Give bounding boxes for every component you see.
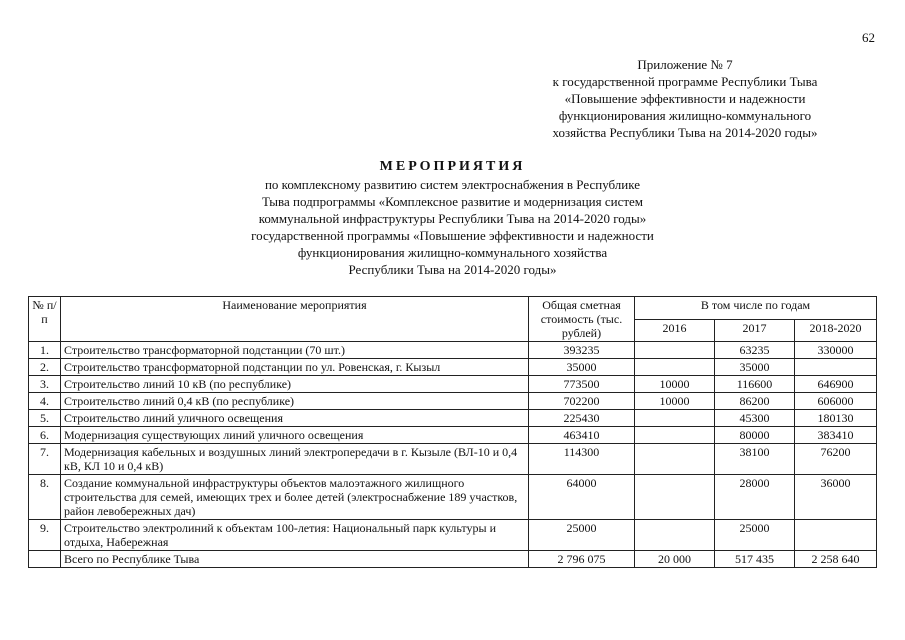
cell-2018-2020: 606000 <box>795 393 877 410</box>
table-row <box>29 520 877 551</box>
cell-cost: 25000 <box>529 520 635 551</box>
cell-2017: 35000 <box>715 359 795 376</box>
cell-name: Строительство линий 10 кВ (по республике) <box>61 376 529 393</box>
cell-2018-2020: 383410 <box>795 427 877 444</box>
cell-2017: 86200 <box>715 393 795 410</box>
appendix-line: к государственной программе Республики Тыва <box>552 74 818 89</box>
cell-2018-2020 <box>795 520 877 551</box>
table-row <box>29 410 877 427</box>
table-row <box>29 359 877 376</box>
cell-2018-2020: 180130 <box>795 410 877 427</box>
table-row <box>29 427 877 444</box>
cell-name: Строительство линий 0,4 кВ (по республике) <box>61 393 529 410</box>
cell-2018-2020: 330000 <box>795 342 877 359</box>
cell-cost: 463410 <box>529 427 635 444</box>
cell-2016 <box>635 359 715 376</box>
cell-num: 4. <box>29 393 61 410</box>
cell-2016 <box>635 444 715 475</box>
cell-num: 3. <box>29 376 61 393</box>
appendix-line: функционирования жилищно-коммунального <box>558 108 812 123</box>
table-row <box>29 444 877 475</box>
cell-num: 9. <box>29 520 61 551</box>
cell-cost: 114300 <box>529 444 635 475</box>
cell-cost: 393235 <box>529 342 635 359</box>
document-subtitle-line: коммунальной инфраструктуры Республики Тыва на 2014-2020 годы» <box>258 211 647 226</box>
document-heading <box>0 158 905 278</box>
appendix-line: хозяйства Республики Тыва на 2014-2020 годы» <box>552 125 818 140</box>
cell-2016 <box>635 342 715 359</box>
document-subtitle-line: Тыва подпрограммы «Комплексное развитие и модернизация систем <box>261 194 644 209</box>
cell-2016: 10000 <box>635 376 715 393</box>
appendix-block <box>505 56 865 141</box>
cell-num: 2. <box>29 359 61 376</box>
cell-name: Модернизация кабельных и воздушных линий электропередачи в г. Кызыле (ВЛ-10 и 0,4 кВ, КЛ 10 и 0,4 кВ) <box>61 444 529 475</box>
cell-2018-2020: 646900 <box>795 376 877 393</box>
cell-2017: 28000 <box>715 475 795 520</box>
cell-cost: 225430 <box>529 410 635 427</box>
cell-name: Модернизация существующих линий уличного освещения <box>61 427 529 444</box>
document-subtitle-line: функционирования жилищно-коммунального хозяйства <box>297 245 608 260</box>
cell-cost: 64000 <box>529 475 635 520</box>
cell-2017: 25000 <box>715 520 795 551</box>
header-cost: Общая сметная стоимость (тыс. рублей) <box>529 297 635 342</box>
table-row <box>29 393 877 410</box>
cell-2017: 45300 <box>715 410 795 427</box>
cell-name: Строительство трансформаторной подстанции (70 шт.) <box>61 342 529 359</box>
header-name: Наименование мероприятия <box>61 297 529 342</box>
header-num: № п/п <box>29 297 61 342</box>
cell-name: Создание коммунальной инфраструктуры объектов малоэтажного жилищного строительства для семей, имеющих трех и более детей (электроснабжение 189 участков, район левобережных дач) <box>61 475 529 520</box>
cell-num: 1. <box>29 342 61 359</box>
document-subtitle-line: по комплексному развитию систем электроснабжения в Республике <box>264 177 641 192</box>
header-year-2018-2020: 2018-2020 <box>795 319 877 342</box>
cell-num: 8. <box>29 475 61 520</box>
document-subtitle-line: государственной программы «Повышение эффективности и надежности <box>251 228 654 243</box>
table-total-row <box>29 551 877 568</box>
cell-2017: 38100 <box>715 444 795 475</box>
cell-2017: 80000 <box>715 427 795 444</box>
cell-name: Строительство линий уличного освещения <box>61 410 529 427</box>
cell-2017: 116600 <box>715 376 795 393</box>
cell-num: 7. <box>29 444 61 475</box>
document-subtitle-line: Республики Тыва на 2014-2020 годы» <box>348 262 557 277</box>
cell-2016 <box>635 427 715 444</box>
cell-cost: 702200 <box>529 393 635 410</box>
cell-2016 <box>635 410 715 427</box>
cell-2018-2020: 76200 <box>795 444 877 475</box>
cell-2016: 10000 <box>635 393 715 410</box>
total-2017: 517 435 <box>715 551 795 568</box>
cell-2016 <box>635 520 715 551</box>
cell-2018-2020 <box>795 359 877 376</box>
table-row <box>29 342 877 359</box>
appendix-line: «Повышение эффективности и надежности <box>564 91 806 106</box>
document-title: МЕРОПРИЯТИЯ <box>379 159 526 174</box>
cell-2016 <box>635 475 715 520</box>
cell-cost: 35000 <box>529 359 635 376</box>
cell-num: 6. <box>29 427 61 444</box>
table-row <box>29 475 877 520</box>
total-2016: 20 000 <box>635 551 715 568</box>
events-table <box>28 296 877 568</box>
header-year-2017: 2017 <box>715 319 795 342</box>
header-by-years: В том числе по годам <box>635 297 877 320</box>
cell-num: 5. <box>29 410 61 427</box>
header-year-2016: 2016 <box>635 319 715 342</box>
table-header-row <box>29 297 877 320</box>
total-cost: 2 796 075 <box>529 551 635 568</box>
cell-cost: 773500 <box>529 376 635 393</box>
total-label: Всего по Республике Тыва <box>61 551 529 568</box>
cell-name: Строительство трансформаторной подстанции по ул. Ровенская, г. Кызыл <box>61 359 529 376</box>
cell-2017: 63235 <box>715 342 795 359</box>
page-number: 62 <box>862 30 875 45</box>
cell-num-empty <box>29 551 61 568</box>
cell-name: Строительство электролиний к объектам 100-летия: Национальный парк культуры и отдыха, Набережная <box>61 520 529 551</box>
total-2018-2020: 2 258 640 <box>795 551 877 568</box>
appendix-line: Приложение № 7 <box>637 57 733 72</box>
cell-2018-2020: 36000 <box>795 475 877 520</box>
table-row <box>29 376 877 393</box>
